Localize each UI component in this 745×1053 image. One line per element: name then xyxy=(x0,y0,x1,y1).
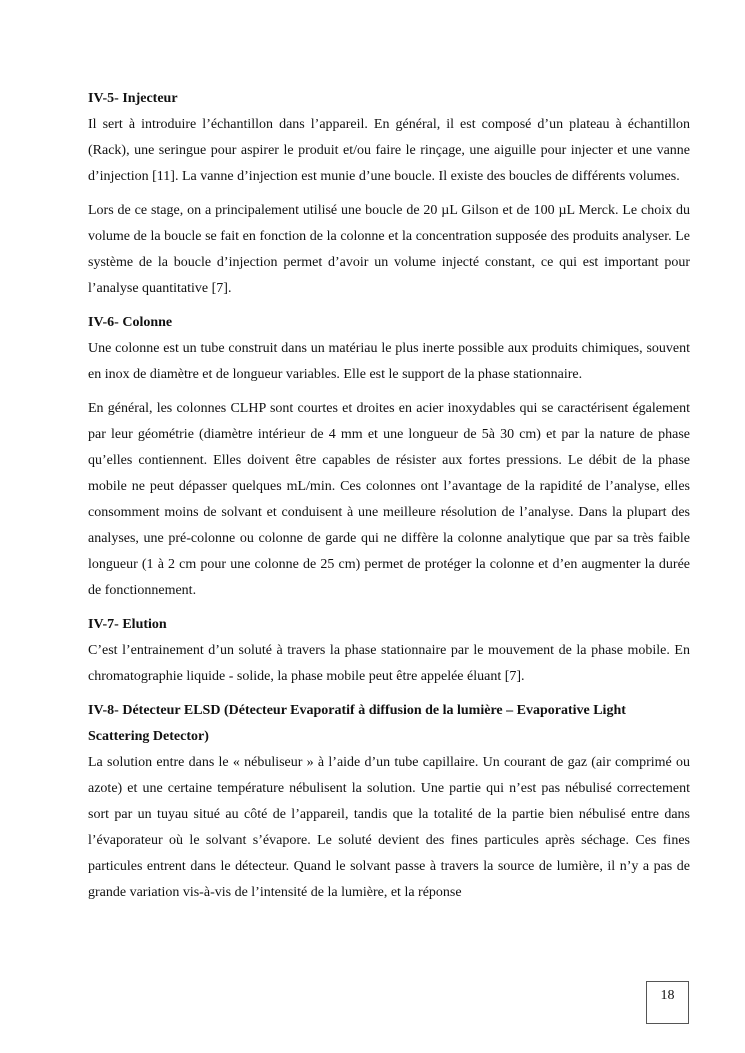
section-heading: IV-8- Détecteur ELSD (Détecteur Evaporatif à diffusion de la lumière – Evaporative Light Scattering Detector) xyxy=(88,703,626,744)
section-colonne xyxy=(88,310,690,604)
section-heading: IV-6- Colonne xyxy=(88,315,173,330)
section-heading: IV-7- Elution xyxy=(88,617,167,632)
document-page xyxy=(88,86,690,913)
section-detecteur-elsd xyxy=(88,698,690,906)
section-injecteur xyxy=(88,86,690,302)
paragraph: C’est l’entrainement d’un soluté à travers la phase stationnaire par le mouvement de la phase mobile. En chromatographie liquide - solide, la phase mobile peut être appelée éluant [7]. xyxy=(88,643,690,684)
paragraph: En général, les colonnes CLHP sont courtes et droites en acier inoxydables qui se caractérisent également par leur géométrie (diamètre intérieur de 4 mm et une longueur de 5à 30 cm) et par la nature de phase qu’elles contiennent. Elles doivent être capables de résister aux fortes pressions. Le débit de la phase mobile ne peut dépasser quelques mL/min. Ces colonnes ont l’avantage de la rapidité de l’analyse, elles consomment moins de solvant et conduisent à une meilleure résolution de l’analyse. Dans la plupart des analyses, une pré-colonne ou colonne de garde qui ne diffère la colonne analytique que par sa très faible longueur (1 à 2 cm pour une colonne de 25 cm) permet de protéger la colonne et d’en augmenter la durée de fonctionnement. xyxy=(88,401,690,598)
paragraph: Lors de ce stage, on a principalement utilisé une boucle de 20 µL Gilson et de 100 µL Merck. Le choix du volume de la boucle se fait en fonction de la colonne et la concentration supposée des produits analyser. Le système de la boucle d’injection permet d’avoir un volume injecté constant, ce qui est important pour l’analyse quantitative [7]. xyxy=(88,203,690,296)
paragraph: La solution entre dans le « nébuliseur » à l’aide d’un tube capillaire. Un courant de gaz (air comprimé ou azote) et une certaine température nébulisent la solution. Une partie qui n’est pas nébulisé correctement sort par un tuyau situé au côté de l’appareil, tandis que la totalité de la partie bien nébulisé entre dans l’évaporateur où le solvant s’évapore. Le soluté devient des fines particules après séchage. Ces fines particules entrent dans le détecteur. Quand le solvant passe à travers la source de lumière, il n’y a pas de grande variation vis-à-vis de l’intensité de la lumière, et la réponse xyxy=(88,755,690,900)
paragraph: Il sert à introduire l’échantillon dans l’appareil. En général, il est composé d’un plateau à échantillon (Rack), une seringue pour aspirer le produit et/ou faire le rinçage, une aiguille pour injecter et une vanne d’injection [11]. La vanne d’injection est munie d’une boucle. Il existe des boucles de différents volumes. xyxy=(88,117,690,184)
section-heading: IV-5- Injecteur xyxy=(88,91,178,106)
section-elution xyxy=(88,612,690,690)
page-number: 18 xyxy=(646,981,689,1024)
paragraph: Une colonne est un tube construit dans un matériau le plus inerte possible aux produits chimiques, souvent en inox de diamètre et de longueur variables. Elle est le support de la phase stationnaire. xyxy=(88,341,690,382)
